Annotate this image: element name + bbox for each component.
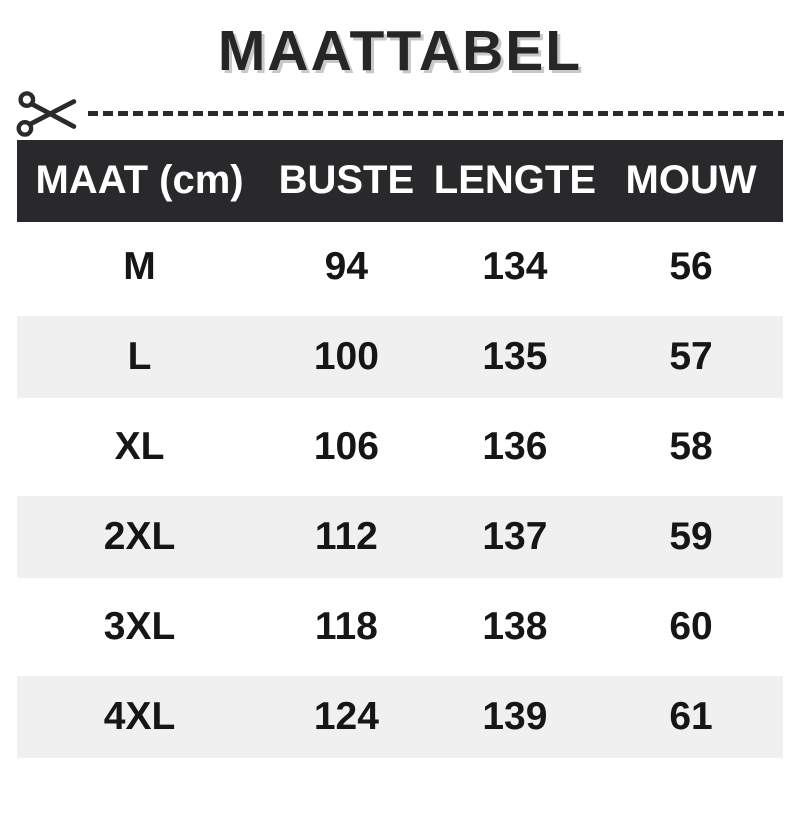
cell-buste: 94: [324, 244, 369, 288]
cell-buste: 112: [314, 514, 378, 558]
header-buste: BUSTE: [278, 158, 415, 203]
cell-size: 3XL: [103, 604, 176, 648]
cell-buste: 106: [313, 424, 379, 468]
cell-lengte: 139: [482, 694, 548, 738]
cell-buste: 100: [313, 334, 379, 378]
cell-lengte: 138: [482, 604, 548, 648]
cell-size: 4XL: [103, 694, 176, 738]
cell-mouw: 61: [669, 694, 713, 738]
table-header-row: [17, 140, 783, 222]
table-row: [17, 222, 783, 312]
cell-buste: 124: [313, 694, 379, 738]
header-size: MAAT (cm): [35, 158, 244, 203]
cell-mouw: 56: [669, 244, 713, 288]
table-row: [17, 492, 783, 582]
cell-size: 2XL: [103, 514, 176, 558]
page-title: MAATTABEL: [217, 19, 583, 83]
cell-lengte: 137: [482, 514, 548, 558]
cell-buste: 118: [314, 604, 378, 648]
size-table: [17, 140, 783, 762]
cell-size: M: [123, 244, 156, 288]
cell-lengte: 134: [482, 244, 548, 288]
header-lengte: LENGTE: [433, 158, 596, 203]
cell-size: L: [127, 334, 152, 378]
cell-size: XL: [114, 424, 165, 468]
cell-mouw: 59: [669, 514, 713, 558]
cell-lengte: 136: [482, 424, 548, 468]
cell-mouw: 60: [669, 604, 713, 648]
cut-line: [16, 90, 784, 138]
cell-mouw: 58: [669, 424, 713, 468]
cell-mouw: 57: [669, 334, 713, 378]
table-row: [17, 312, 783, 402]
cell-lengte: 135: [482, 334, 548, 378]
header-mouw: MOUW: [625, 158, 757, 203]
scissors-icon: [16, 90, 78, 138]
table-row: [17, 672, 783, 762]
table-row: [17, 582, 783, 672]
dashed-cut-line: [88, 111, 784, 116]
table-row: [17, 402, 783, 492]
